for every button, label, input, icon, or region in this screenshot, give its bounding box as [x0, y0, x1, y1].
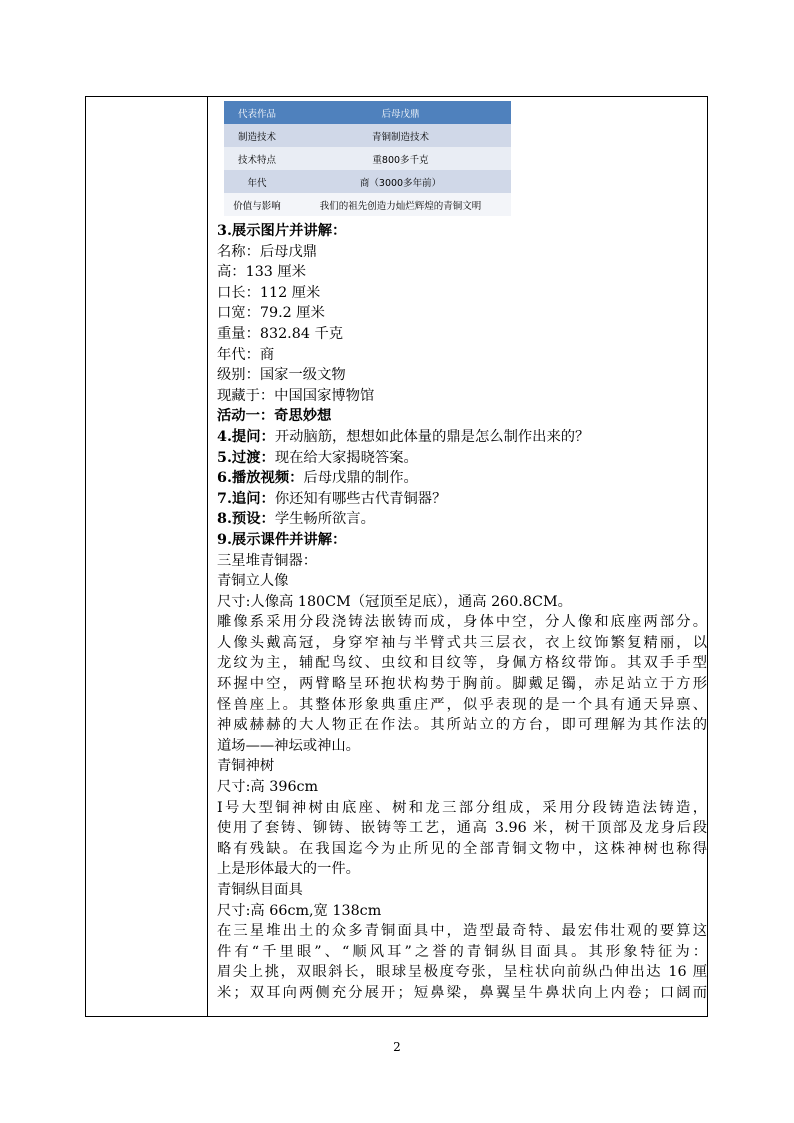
- table-cell-label: 制造技术: [224, 124, 290, 147]
- text-line: [217, 489, 707, 510]
- table-cell-value: 重800多千克: [290, 147, 511, 170]
- table-cell-label: 技术特点: [224, 147, 290, 170]
- text-line: 人像头戴高冠，身穿窄袖与半臂式共三层衣，衣上纹饰繁复精丽，以: [217, 634, 707, 651]
- left-column-cell: [86, 97, 208, 1016]
- text-line: 略有残缺。在我国迄今为止所见的全部青铜文物中，这株神树也称得: [217, 840, 707, 857]
- page-number: 2: [393, 1040, 401, 1054]
- text-line: 龙纹为主，辅配鸟纹、虫纹和目纹等，身佩方格纹带饰。其双手手型: [217, 655, 707, 672]
- table-cell-label: 代表作品: [224, 101, 290, 124]
- table-cell-label: 价值与影响: [224, 193, 290, 216]
- text-line: 高：133 厘米: [217, 264, 307, 281]
- text-line: [217, 427, 707, 448]
- text-line: 件有“千里眼”、“顺风耳”之誉的青铜纵目面具。其形象特征为：: [217, 943, 707, 960]
- text-line: 级别：国家一级文物: [217, 367, 346, 384]
- table-row: [224, 124, 511, 147]
- table-row: [224, 170, 511, 193]
- text-line: 青铜立人像: [217, 573, 289, 590]
- text-line: 三星堆青铜器：: [217, 552, 318, 569]
- info-table-image: [224, 101, 511, 216]
- text-line: 在三星堆出土的众多青铜面具中，造型最奇特、最宏伟壮观的要算这: [217, 923, 707, 940]
- text-line: Ⅰ号大型铜神树由底座、树和龙三部分组成，采用分段铸造法铸造，: [217, 799, 707, 816]
- step-text: 后母戊鼎的制作。: [303, 470, 418, 487]
- text-line: 怪兽座上。其整体形象典重庄严，似乎表现的是一个具有通天异禀、: [217, 696, 707, 713]
- content-cell: [217, 101, 707, 1004]
- table-row: [224, 101, 511, 124]
- table-cell-value: 商（3000多年前）: [290, 170, 511, 193]
- text-line: 现藏于：中国国家博物馆: [217, 387, 375, 404]
- step-text: 开动脑筋，想想如此体量的鼎是怎么制作出来的？: [274, 428, 590, 445]
- table-cell-value: 后母戊鼎: [290, 101, 511, 124]
- text-line: 尺寸:高 66cm,宽 138cm: [217, 902, 382, 919]
- text-line: 环握中空，两臂略呈环抱状构势于胸前。脚戴足镯，赤足站立于方形: [217, 676, 707, 693]
- text-line: 神威赫赫的大人物正在作法。其所站立的方台，即可理解为其作法的: [217, 717, 707, 734]
- step-label: 6.播放视频：: [217, 470, 304, 487]
- table-cell-value: 青铜制造技术: [290, 124, 511, 147]
- text-line: 尺寸:人像高 180CM（冠顶至足底），通高 260.8CM。: [217, 593, 572, 610]
- activity-heading: 活动一：奇思妙想: [217, 408, 332, 425]
- table-cell-label: 年代: [224, 170, 290, 193]
- step-label: 5.过渡：: [217, 449, 275, 466]
- text-line: 使用了套铸、铆铸、嵌铸等工艺，通高 3.96 米，树干顶部及龙身后段: [217, 820, 707, 837]
- text-line: 米；双耳向两侧充分展开；短鼻梁，鼻翼呈牛鼻状向上内卷；口阔而: [217, 984, 707, 1001]
- lesson-text: [217, 221, 707, 1004]
- table-row: [224, 147, 511, 170]
- step-label: 4.提问：: [217, 428, 275, 445]
- text-line: 名称：后母戊鼎: [217, 243, 318, 260]
- step-text: 你还知有哪些古代青铜器？: [274, 490, 447, 507]
- lesson-table: [85, 96, 708, 1017]
- text-line: 口长：112 厘米: [217, 284, 321, 301]
- table-cell-value: 我们的祖先创造力灿烂辉煌的青铜文明: [290, 193, 511, 216]
- step-label: 7.追问：: [217, 490, 275, 507]
- step-label: 8.预设：: [217, 511, 275, 528]
- text-line: 道场——神坛或神山。: [217, 737, 360, 754]
- text-line: 雕像系采用分段浇铸法嵌铸而成，身体中空，分人像和底座两部分。: [217, 614, 707, 631]
- step-text: 学生畅所欲言。: [274, 511, 375, 528]
- text-line: [217, 509, 707, 530]
- table-row: [224, 193, 511, 216]
- step-text: 现在给大家揭晓答案。: [274, 449, 418, 466]
- text-line: [217, 468, 707, 489]
- text-line: 青铜纵目面具: [217, 882, 303, 898]
- text-line: 眉尖上挑，双眼斜长，眼球呈极度夸张，呈柱状向前纵凸伸出达 16 厘: [217, 964, 707, 981]
- section-heading: 3.展示图片并讲解：: [217, 223, 347, 239]
- text-line: [217, 448, 707, 469]
- text-line: 重量：832.84 千克: [217, 325, 344, 342]
- text-line: 口宽：79.2 厘米: [217, 305, 325, 322]
- text-line: 上是形体最大的一件。: [217, 861, 360, 878]
- text-line: 青铜神树: [217, 758, 275, 775]
- section-heading: 9.展示课件并讲解：: [217, 531, 347, 548]
- text-line: 年代：商: [217, 346, 275, 363]
- text-line: 尺寸:高 396cm: [217, 779, 319, 796]
